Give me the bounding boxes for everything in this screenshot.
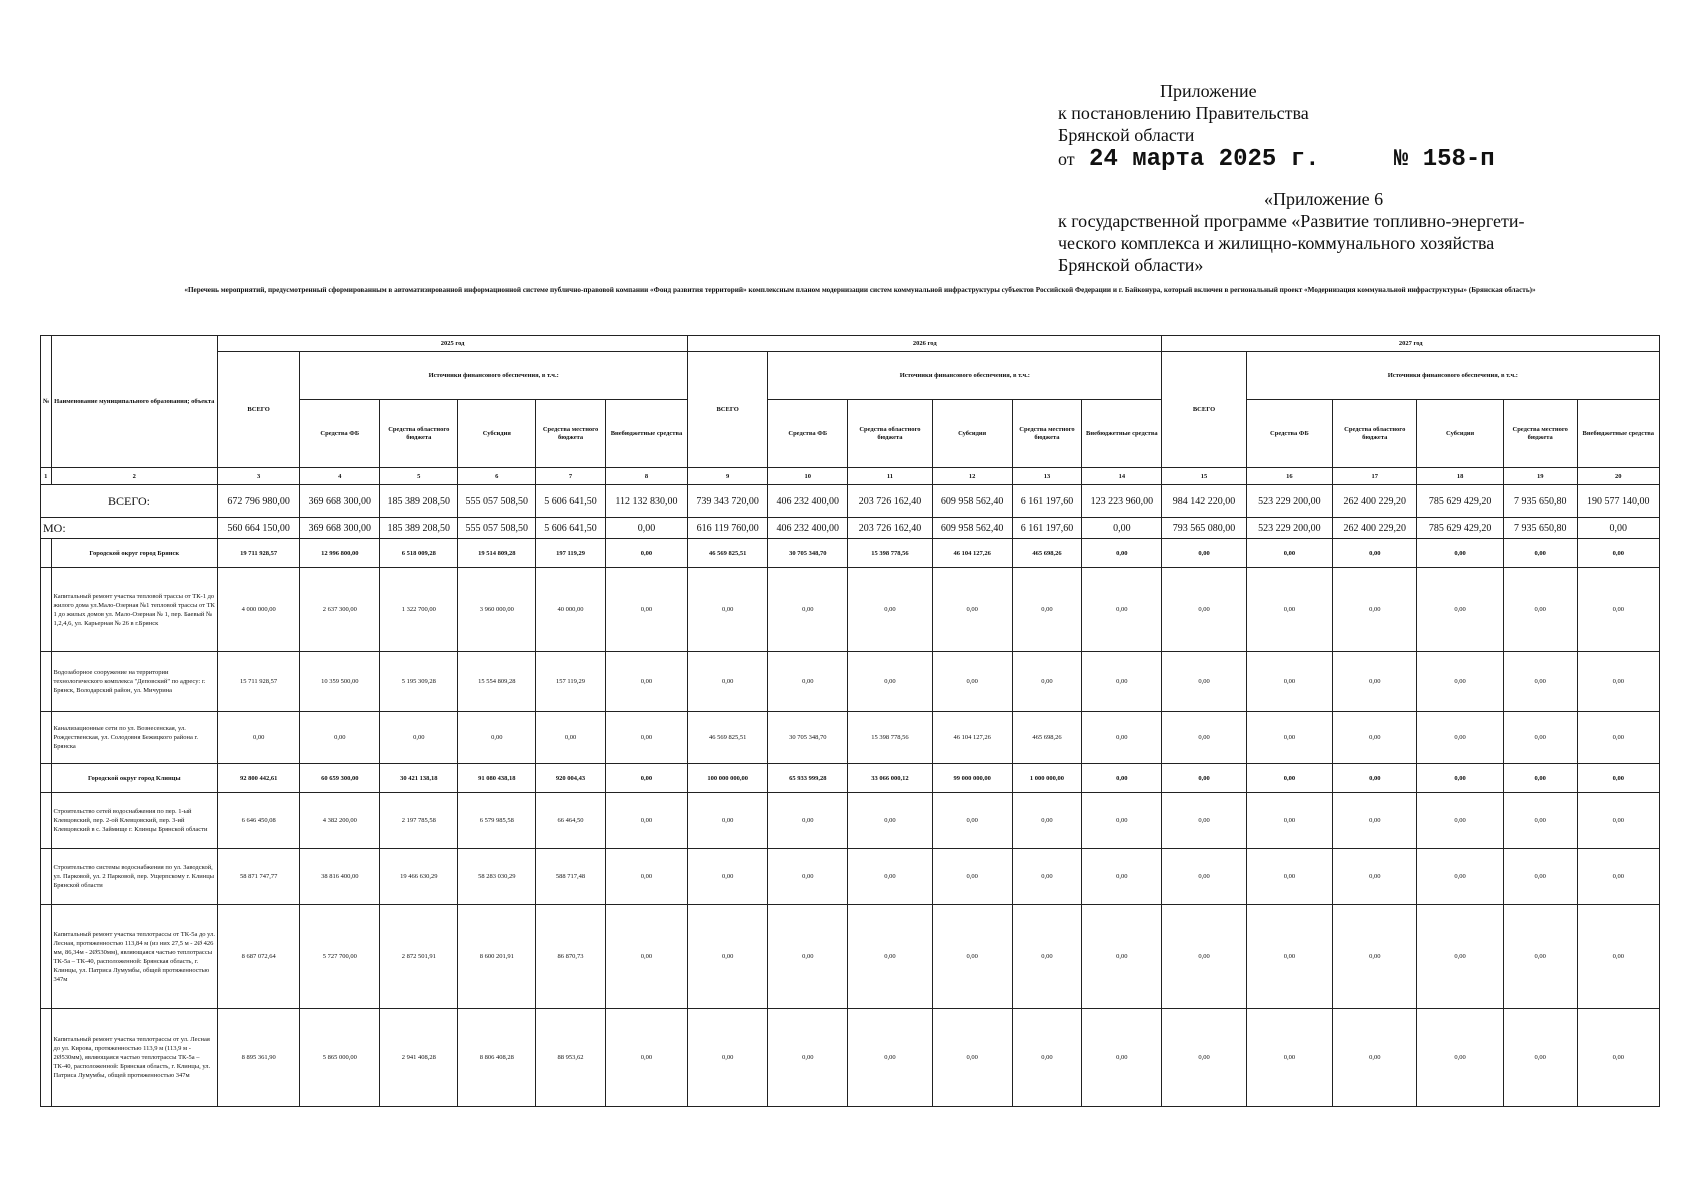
mo-cell: 785 629 429,20 xyxy=(1417,518,1503,539)
value-cell: 0,00 xyxy=(1246,539,1332,568)
value-cell: 0,00 xyxy=(1333,568,1417,652)
mo-cell: 616 119 760,00 xyxy=(688,518,768,539)
value-cell: 0,00 xyxy=(1577,539,1659,568)
source-col-header: Средства областного бюджета xyxy=(1333,400,1417,468)
value-cell: 88 953,62 xyxy=(536,1009,606,1107)
value-cell: 0,00 xyxy=(1162,1009,1246,1107)
value-cell: 0,00 xyxy=(1577,905,1659,1009)
value-cell: 0,00 xyxy=(1246,764,1332,793)
column-index: 6 xyxy=(458,468,536,485)
value-cell: 0,00 xyxy=(1082,849,1162,905)
object-name: Строительство системы водоснабжения по ул. Заводской, ул. Парковой, ул. 2 Парковой, пер. Ущерпскому г. Клинцы Брянской области xyxy=(51,849,218,905)
value-cell: 0,00 xyxy=(1577,568,1659,652)
value-cell: 0,00 xyxy=(605,793,687,849)
value-cell: 0,00 xyxy=(1082,568,1162,652)
value-cell: 0,00 xyxy=(1162,539,1246,568)
value-cell: 0,00 xyxy=(1503,764,1577,793)
total-cell: 369 668 300,00 xyxy=(300,485,380,518)
document-subtitle: «Перечень мероприятий, предусмотренный сформированным в автоматизированной информационной системе публично-правовой компании «Фонд развития территорий» комплексным планом модернизации систем коммунальной инфраструктуры субъектов Российской Федерации и г. Байконура, который включен в региональный проект «Модернизация коммунальной инфраструктуры» (Брянская область)» xyxy=(184,286,1536,294)
value-cell: 0,00 xyxy=(932,568,1012,652)
value-cell: 465 698,26 xyxy=(1012,712,1082,764)
district-name: Городской округ город Клинцы xyxy=(51,764,218,793)
value-cell: 0,00 xyxy=(688,793,768,849)
value-cell: 0,00 xyxy=(1333,905,1417,1009)
value-cell: 46 569 825,51 xyxy=(688,712,768,764)
value-cell: 0,00 xyxy=(1333,652,1417,712)
object-name: Водозаборное сооружение на территории технологического комплекса "Деповский" по адресу: г. Брянск, Володарский район, ул. Мичурина xyxy=(51,652,218,712)
value-cell: 0,00 xyxy=(1503,539,1577,568)
value-cell: 3 960 000,00 xyxy=(458,568,536,652)
mo-cell: 369 668 300,00 xyxy=(300,518,380,539)
source-col-header: Средства местного бюджета xyxy=(1012,400,1082,468)
value-cell: 0,00 xyxy=(1417,1009,1503,1107)
object-name: Строительство сетей водоснабжения по пер. 1-ый Клевцовский, пер. 2-ой Клевцовский, пер. 3-ий Клевцовский в с. Займище г. Клинцы Брянской области xyxy=(51,793,218,849)
column-index: 12 xyxy=(932,468,1012,485)
value-cell: 0,00 xyxy=(688,849,768,905)
sources-header: Источники финансового обеспечения, в т.ч.: xyxy=(300,352,688,400)
mo-cell: 560 664 150,00 xyxy=(218,518,300,539)
value-cell: 0,00 xyxy=(1246,568,1332,652)
object-name: Капитальный ремонт участка теплотрассы от ТК-5а до ул. Лесная, протяженностью 113,84 м (из них 27,5 м - 2Ø 426 мм, 86,34м - 2Ø530мм), являющаяся частью теплотрассы ТК-5а – ТК-40, расположенной: Брянская область, г. Клинцы, ул. Патриса Лумумбы, общей протяженностью 347м xyxy=(51,905,218,1009)
value-cell: 1 322 700,00 xyxy=(380,568,458,652)
total-cell: 7 935 650,80 xyxy=(1503,485,1577,518)
year-header: 2026 год xyxy=(688,336,1162,352)
mo-cell: 523 229 200,00 xyxy=(1246,518,1332,539)
source-col-header: Субсидия xyxy=(458,400,536,468)
value-cell: 0,00 xyxy=(1082,905,1162,1009)
value-cell: 0,00 xyxy=(1162,764,1246,793)
value-cell: 60 659 300,00 xyxy=(300,764,380,793)
column-index: 18 xyxy=(1417,468,1503,485)
value-cell: 2 872 501,91 xyxy=(380,905,458,1009)
mo-cell: 7 935 650,80 xyxy=(1503,518,1577,539)
value-cell: 33 066 000,12 xyxy=(848,764,932,793)
value-cell: 4 000 000,00 xyxy=(218,568,300,652)
column-index: 8 xyxy=(605,468,687,485)
value-cell: 157 119,29 xyxy=(536,652,606,712)
source-col-header: Средства областного бюджета xyxy=(380,400,458,468)
value-cell: 0,00 xyxy=(1012,568,1082,652)
row-number-cell xyxy=(41,652,52,712)
district-row xyxy=(41,539,1660,568)
decree-number: № 158-п xyxy=(1393,146,1495,173)
column-index: 4 xyxy=(300,468,380,485)
col-header-number: № xyxy=(41,336,52,468)
value-cell: 0,00 xyxy=(1162,712,1246,764)
appendix-line-4: Брянской области» xyxy=(1058,255,1204,275)
value-cell: 0,00 xyxy=(1577,764,1659,793)
mo-cell: 5 606 641,50 xyxy=(536,518,606,539)
column-index: 10 xyxy=(768,468,848,485)
value-cell: 0,00 xyxy=(688,1009,768,1107)
value-cell: 10 359 500,00 xyxy=(300,652,380,712)
total-cell: 190 577 140,00 xyxy=(1577,485,1659,518)
column-index: 16 xyxy=(1246,468,1332,485)
value-cell: 0,00 xyxy=(1333,793,1417,849)
mo-cell: 203 726 162,40 xyxy=(848,518,932,539)
value-cell: 0,00 xyxy=(1417,793,1503,849)
value-cell: 0,00 xyxy=(1417,712,1503,764)
value-cell: 8 687 072,64 xyxy=(218,905,300,1009)
total-cell: 203 726 162,40 xyxy=(848,485,932,518)
object-row xyxy=(41,652,1660,712)
value-cell: 5 195 309,28 xyxy=(380,652,458,712)
row-number-cell xyxy=(41,793,52,849)
value-cell: 0,00 xyxy=(1333,1009,1417,1107)
value-cell: 5 865 000,00 xyxy=(300,1009,380,1107)
value-cell: 0,00 xyxy=(848,652,932,712)
value-cell: 0,00 xyxy=(1162,793,1246,849)
value-cell: 100 000 000,00 xyxy=(688,764,768,793)
value-cell: 12 996 800,00 xyxy=(300,539,380,568)
value-cell: 0,00 xyxy=(1246,793,1332,849)
column-index: 5 xyxy=(380,468,458,485)
value-cell: 0,00 xyxy=(848,568,932,652)
total-cell: 609 958 562,40 xyxy=(932,485,1012,518)
value-cell: 0,00 xyxy=(1082,764,1162,793)
column-index: 13 xyxy=(1012,468,1082,485)
header-line-appendix: Приложение xyxy=(1160,81,1257,101)
value-cell: 0,00 xyxy=(1246,905,1332,1009)
value-cell: 0,00 xyxy=(605,1009,687,1107)
value-cell: 920 004,43 xyxy=(536,764,606,793)
total-cell: 6 161 197,60 xyxy=(1012,485,1082,518)
total-cell: 984 142 220,00 xyxy=(1162,485,1246,518)
appendix-line-2: к государственной программе «Развитие топливно-энергети- xyxy=(1058,211,1525,231)
object-name: Канализационные сети по ул. Вознесенская, ул. Рождественская, ул. Солодовня Бежицкого района г. Брянска xyxy=(51,712,218,764)
value-cell: 0,00 xyxy=(768,793,848,849)
value-cell: 2 637 300,00 xyxy=(300,568,380,652)
header-line-decree: к постановлению Правительства xyxy=(1058,103,1309,123)
source-col-header: Средства областного бюджета xyxy=(848,400,932,468)
object-row xyxy=(41,1009,1660,1107)
value-cell: 0,00 xyxy=(1577,793,1659,849)
value-cell: 0,00 xyxy=(768,1009,848,1107)
col-header-name: Наименование муниципального образования; объекта xyxy=(51,336,218,468)
source-col-header: Средства местного бюджета xyxy=(1503,400,1577,468)
source-col-header: Внебюджетные средства xyxy=(605,400,687,468)
appendix-title: «Приложение 6 xyxy=(1264,189,1384,209)
value-cell: 65 933 999,28 xyxy=(768,764,848,793)
value-cell: 0,00 xyxy=(848,849,932,905)
value-cell: 40 000,00 xyxy=(536,568,606,652)
approval-header xyxy=(1058,80,1658,173)
value-cell: 0,00 xyxy=(932,849,1012,905)
value-cell: 0,00 xyxy=(300,712,380,764)
value-cell: 0,00 xyxy=(1333,539,1417,568)
column-index: 3 xyxy=(218,468,300,485)
value-cell: 8 806 408,28 xyxy=(458,1009,536,1107)
mo-label: МО: xyxy=(41,518,218,539)
value-cell: 30 421 138,18 xyxy=(380,764,458,793)
value-cell: 92 800 442,61 xyxy=(218,764,300,793)
value-cell: 0,00 xyxy=(536,712,606,764)
value-cell: 0,00 xyxy=(1012,652,1082,712)
value-cell: 0,00 xyxy=(1082,793,1162,849)
value-cell: 2 941 408,28 xyxy=(380,1009,458,1107)
value-cell: 15 554 809,28 xyxy=(458,652,536,712)
value-cell: 0,00 xyxy=(768,568,848,652)
header-row-years xyxy=(41,336,1660,352)
value-cell: 0,00 xyxy=(932,652,1012,712)
total-cell: 555 057 508,50 xyxy=(458,485,536,518)
value-cell: 0,00 xyxy=(1417,539,1503,568)
header-row-sources xyxy=(41,352,1660,400)
value-cell: 0,00 xyxy=(1417,652,1503,712)
value-cell: 0,00 xyxy=(768,652,848,712)
col-header-total: ВСЕГО xyxy=(688,352,768,468)
value-cell: 0,00 xyxy=(1246,652,1332,712)
column-index: 9 xyxy=(688,468,768,485)
value-cell: 0,00 xyxy=(932,905,1012,1009)
object-row xyxy=(41,905,1660,1009)
column-index: 1 xyxy=(41,468,52,485)
value-cell: 0,00 xyxy=(605,905,687,1009)
row-number-cell xyxy=(41,849,52,905)
value-cell: 0,00 xyxy=(1417,905,1503,1009)
value-cell: 0,00 xyxy=(688,905,768,1009)
mo-cell: 0,00 xyxy=(1577,518,1659,539)
value-cell: 46 569 825,51 xyxy=(688,539,768,568)
year-header: 2025 год xyxy=(218,336,688,352)
mo-cell: 185 389 208,50 xyxy=(380,518,458,539)
mo-cell: 262 400 229,20 xyxy=(1333,518,1417,539)
object-row xyxy=(41,712,1660,764)
value-cell: 0,00 xyxy=(1503,849,1577,905)
column-index: 11 xyxy=(848,468,932,485)
mo-cell: 0,00 xyxy=(1082,518,1162,539)
column-index-row xyxy=(41,468,1660,485)
value-cell: 6 518 009,28 xyxy=(380,539,458,568)
total-label: ВСЕГО: xyxy=(41,485,218,518)
value-cell: 0,00 xyxy=(1333,712,1417,764)
sources-header: Источники финансового обеспечения, в т.ч.: xyxy=(768,352,1162,400)
value-cell: 0,00 xyxy=(1503,652,1577,712)
value-cell: 0,00 xyxy=(605,568,687,652)
date-prefix: от xyxy=(1058,149,1075,169)
value-cell: 6 579 985,58 xyxy=(458,793,536,849)
value-cell: 86 870,73 xyxy=(536,905,606,1009)
source-col-header: Средства ФБ xyxy=(300,400,380,468)
value-cell: 0,00 xyxy=(1577,1009,1659,1107)
value-cell: 0,00 xyxy=(768,849,848,905)
value-cell: 0,00 xyxy=(1246,712,1332,764)
value-cell: 0,00 xyxy=(768,905,848,1009)
total-cell: 406 232 400,00 xyxy=(768,485,848,518)
row-number-cell xyxy=(41,764,52,793)
value-cell: 0,00 xyxy=(1417,568,1503,652)
value-cell: 0,00 xyxy=(1333,849,1417,905)
total-cell: 672 796 980,00 xyxy=(218,485,300,518)
col-header-total: ВСЕГО xyxy=(1162,352,1246,468)
value-cell: 0,00 xyxy=(932,1009,1012,1107)
object-row xyxy=(41,793,1660,849)
column-index: 14 xyxy=(1082,468,1162,485)
value-cell: 0,00 xyxy=(1503,905,1577,1009)
column-index: 15 xyxy=(1162,468,1246,485)
value-cell: 0,00 xyxy=(1012,849,1082,905)
source-col-header: Внебюджетные средства xyxy=(1577,400,1659,468)
mo-row xyxy=(41,518,1660,539)
value-cell: 0,00 xyxy=(1162,905,1246,1009)
value-cell: 66 464,50 xyxy=(536,793,606,849)
value-cell: 0,00 xyxy=(1503,1009,1577,1107)
value-cell: 0,00 xyxy=(1162,849,1246,905)
column-index: 2 xyxy=(51,468,218,485)
object-name: Капитальный ремонт участка тепловой трассы от ТК-1 до жилого дома ул.Мало-Озерная №1 тепловой трассы от ТК 1 до жилых домов ул. Мало-Озерная № 1, пер. Баевый № 1,2,4,6, ул. Карьерная № 26 в г.Брянск xyxy=(51,568,218,652)
value-cell: 0,00 xyxy=(1162,568,1246,652)
value-cell: 0,00 xyxy=(1503,712,1577,764)
funding-table xyxy=(40,335,1660,1107)
value-cell: 0,00 xyxy=(1577,652,1659,712)
value-cell: 0,00 xyxy=(848,1009,932,1107)
value-cell: 2 197 785,58 xyxy=(380,793,458,849)
value-cell: 0,00 xyxy=(1333,764,1417,793)
value-cell: 0,00 xyxy=(932,793,1012,849)
value-cell: 46 104 127,26 xyxy=(932,712,1012,764)
value-cell: 46 104 127,26 xyxy=(932,539,1012,568)
value-cell: 0,00 xyxy=(218,712,300,764)
sources-header: Источники финансового обеспечения, в т.ч.: xyxy=(1246,352,1659,400)
value-cell: 0,00 xyxy=(1577,712,1659,764)
appendix-line-3: ческого комплекса и жилищно-коммунального хозяйства xyxy=(1058,233,1495,253)
total-cell: 5 606 641,50 xyxy=(536,485,606,518)
total-cell: 523 229 200,00 xyxy=(1246,485,1332,518)
value-cell: 0,00 xyxy=(605,764,687,793)
value-cell: 0,00 xyxy=(848,793,932,849)
value-cell: 0,00 xyxy=(1012,793,1082,849)
value-cell: 99 000 000,00 xyxy=(932,764,1012,793)
column-index: 7 xyxy=(536,468,606,485)
value-cell: 0,00 xyxy=(1577,849,1659,905)
header-line-region: Брянской области xyxy=(1058,125,1195,145)
value-cell: 0,00 xyxy=(1503,793,1577,849)
value-cell: 58 283 030,29 xyxy=(458,849,536,905)
value-cell: 197 119,29 xyxy=(536,539,606,568)
total-cell: 123 223 960,00 xyxy=(1082,485,1162,518)
value-cell: 0,00 xyxy=(1082,652,1162,712)
value-cell: 91 080 438,18 xyxy=(458,764,536,793)
value-cell: 0,00 xyxy=(605,652,687,712)
total-row xyxy=(41,485,1660,518)
value-cell: 0,00 xyxy=(1246,849,1332,905)
total-cell: 112 132 830,00 xyxy=(605,485,687,518)
mo-cell: 793 565 080,00 xyxy=(1162,518,1246,539)
column-index: 17 xyxy=(1333,468,1417,485)
year-header: 2027 год xyxy=(1162,336,1660,352)
value-cell: 0,00 xyxy=(1162,652,1246,712)
value-cell: 19 466 630,29 xyxy=(380,849,458,905)
value-cell: 0,00 xyxy=(688,568,768,652)
value-cell: 58 871 747,77 xyxy=(218,849,300,905)
value-cell: 0,00 xyxy=(1082,1009,1162,1107)
value-cell: 0,00 xyxy=(1503,568,1577,652)
source-col-header: Субсидия xyxy=(932,400,1012,468)
row-number-cell xyxy=(41,568,52,652)
mo-cell: 555 057 508,50 xyxy=(458,518,536,539)
mo-cell: 406 232 400,00 xyxy=(768,518,848,539)
object-row xyxy=(41,568,1660,652)
object-name: Капитальный ремонт участка теплотрассы от ул. Лесная до ул. Кирова, протяженностью 113,9 м (113,9 м - 2Ø530мм), являющаяся частью теплотрассы ТК-5а – ТК-40, расположенной: Брянская область, г. Клинцы, ул. Патриса Лумумбы, общей протяженностью 347м xyxy=(51,1009,218,1107)
value-cell: 38 816 400,00 xyxy=(300,849,380,905)
value-cell: 15 711 928,57 xyxy=(218,652,300,712)
value-cell: 0,00 xyxy=(1012,1009,1082,1107)
value-cell: 465 698,26 xyxy=(1012,539,1082,568)
total-cell: 262 400 229,20 xyxy=(1333,485,1417,518)
row-number-cell xyxy=(41,712,52,764)
mo-cell: 609 958 562,40 xyxy=(932,518,1012,539)
source-col-header: Субсидия xyxy=(1417,400,1503,468)
value-cell: 0,00 xyxy=(605,539,687,568)
value-cell: 0,00 xyxy=(848,905,932,1009)
value-cell: 0,00 xyxy=(458,712,536,764)
value-cell: 0,00 xyxy=(605,712,687,764)
value-cell: 0,00 xyxy=(380,712,458,764)
value-cell: 30 705 348,70 xyxy=(768,539,848,568)
value-cell: 0,00 xyxy=(1012,905,1082,1009)
value-cell: 19 711 928,57 xyxy=(218,539,300,568)
mo-cell: 6 161 197,60 xyxy=(1012,518,1082,539)
value-cell: 8 895 361,90 xyxy=(218,1009,300,1107)
value-cell: 4 382 200,00 xyxy=(300,793,380,849)
value-cell: 0,00 xyxy=(1417,849,1503,905)
value-cell: 15 398 778,56 xyxy=(848,539,932,568)
source-col-header: Средства местного бюджета xyxy=(536,400,606,468)
program-appendix-header xyxy=(1058,188,1658,276)
decree-date: 24 марта 2025 г. xyxy=(1089,146,1320,173)
value-cell: 1 000 000,00 xyxy=(1012,764,1082,793)
district-name: Городской округ город Брянск xyxy=(51,539,218,568)
column-index: 20 xyxy=(1577,468,1659,485)
value-cell: 0,00 xyxy=(688,652,768,712)
value-cell: 19 514 809,28 xyxy=(458,539,536,568)
total-cell: 785 629 429,20 xyxy=(1417,485,1503,518)
source-col-header: Средства ФБ xyxy=(768,400,848,468)
value-cell: 30 705 348,70 xyxy=(768,712,848,764)
mo-cell: 0,00 xyxy=(605,518,687,539)
value-cell: 0,00 xyxy=(1082,539,1162,568)
value-cell: 0,00 xyxy=(605,849,687,905)
value-cell: 5 727 700,00 xyxy=(300,905,380,1009)
value-cell: 15 398 778,56 xyxy=(848,712,932,764)
district-row xyxy=(41,764,1660,793)
column-index: 19 xyxy=(1503,468,1577,485)
value-cell: 0,00 xyxy=(1417,764,1503,793)
col-header-total: ВСЕГО xyxy=(218,352,300,468)
total-cell: 739 343 720,00 xyxy=(688,485,768,518)
source-col-header: Внебюджетные средства xyxy=(1082,400,1162,468)
value-cell: 0,00 xyxy=(1246,1009,1332,1107)
value-cell: 0,00 xyxy=(1082,712,1162,764)
decree-date-line xyxy=(1058,146,1658,173)
row-number-cell xyxy=(41,905,52,1009)
value-cell: 8 600 201,91 xyxy=(458,905,536,1009)
value-cell: 6 646 450,08 xyxy=(218,793,300,849)
total-cell: 185 389 208,50 xyxy=(380,485,458,518)
row-number-cell xyxy=(41,1009,52,1107)
object-row xyxy=(41,849,1660,905)
row-number-cell xyxy=(41,539,52,568)
source-col-header: Средства ФБ xyxy=(1246,400,1332,468)
value-cell: 588 717,48 xyxy=(536,849,606,905)
